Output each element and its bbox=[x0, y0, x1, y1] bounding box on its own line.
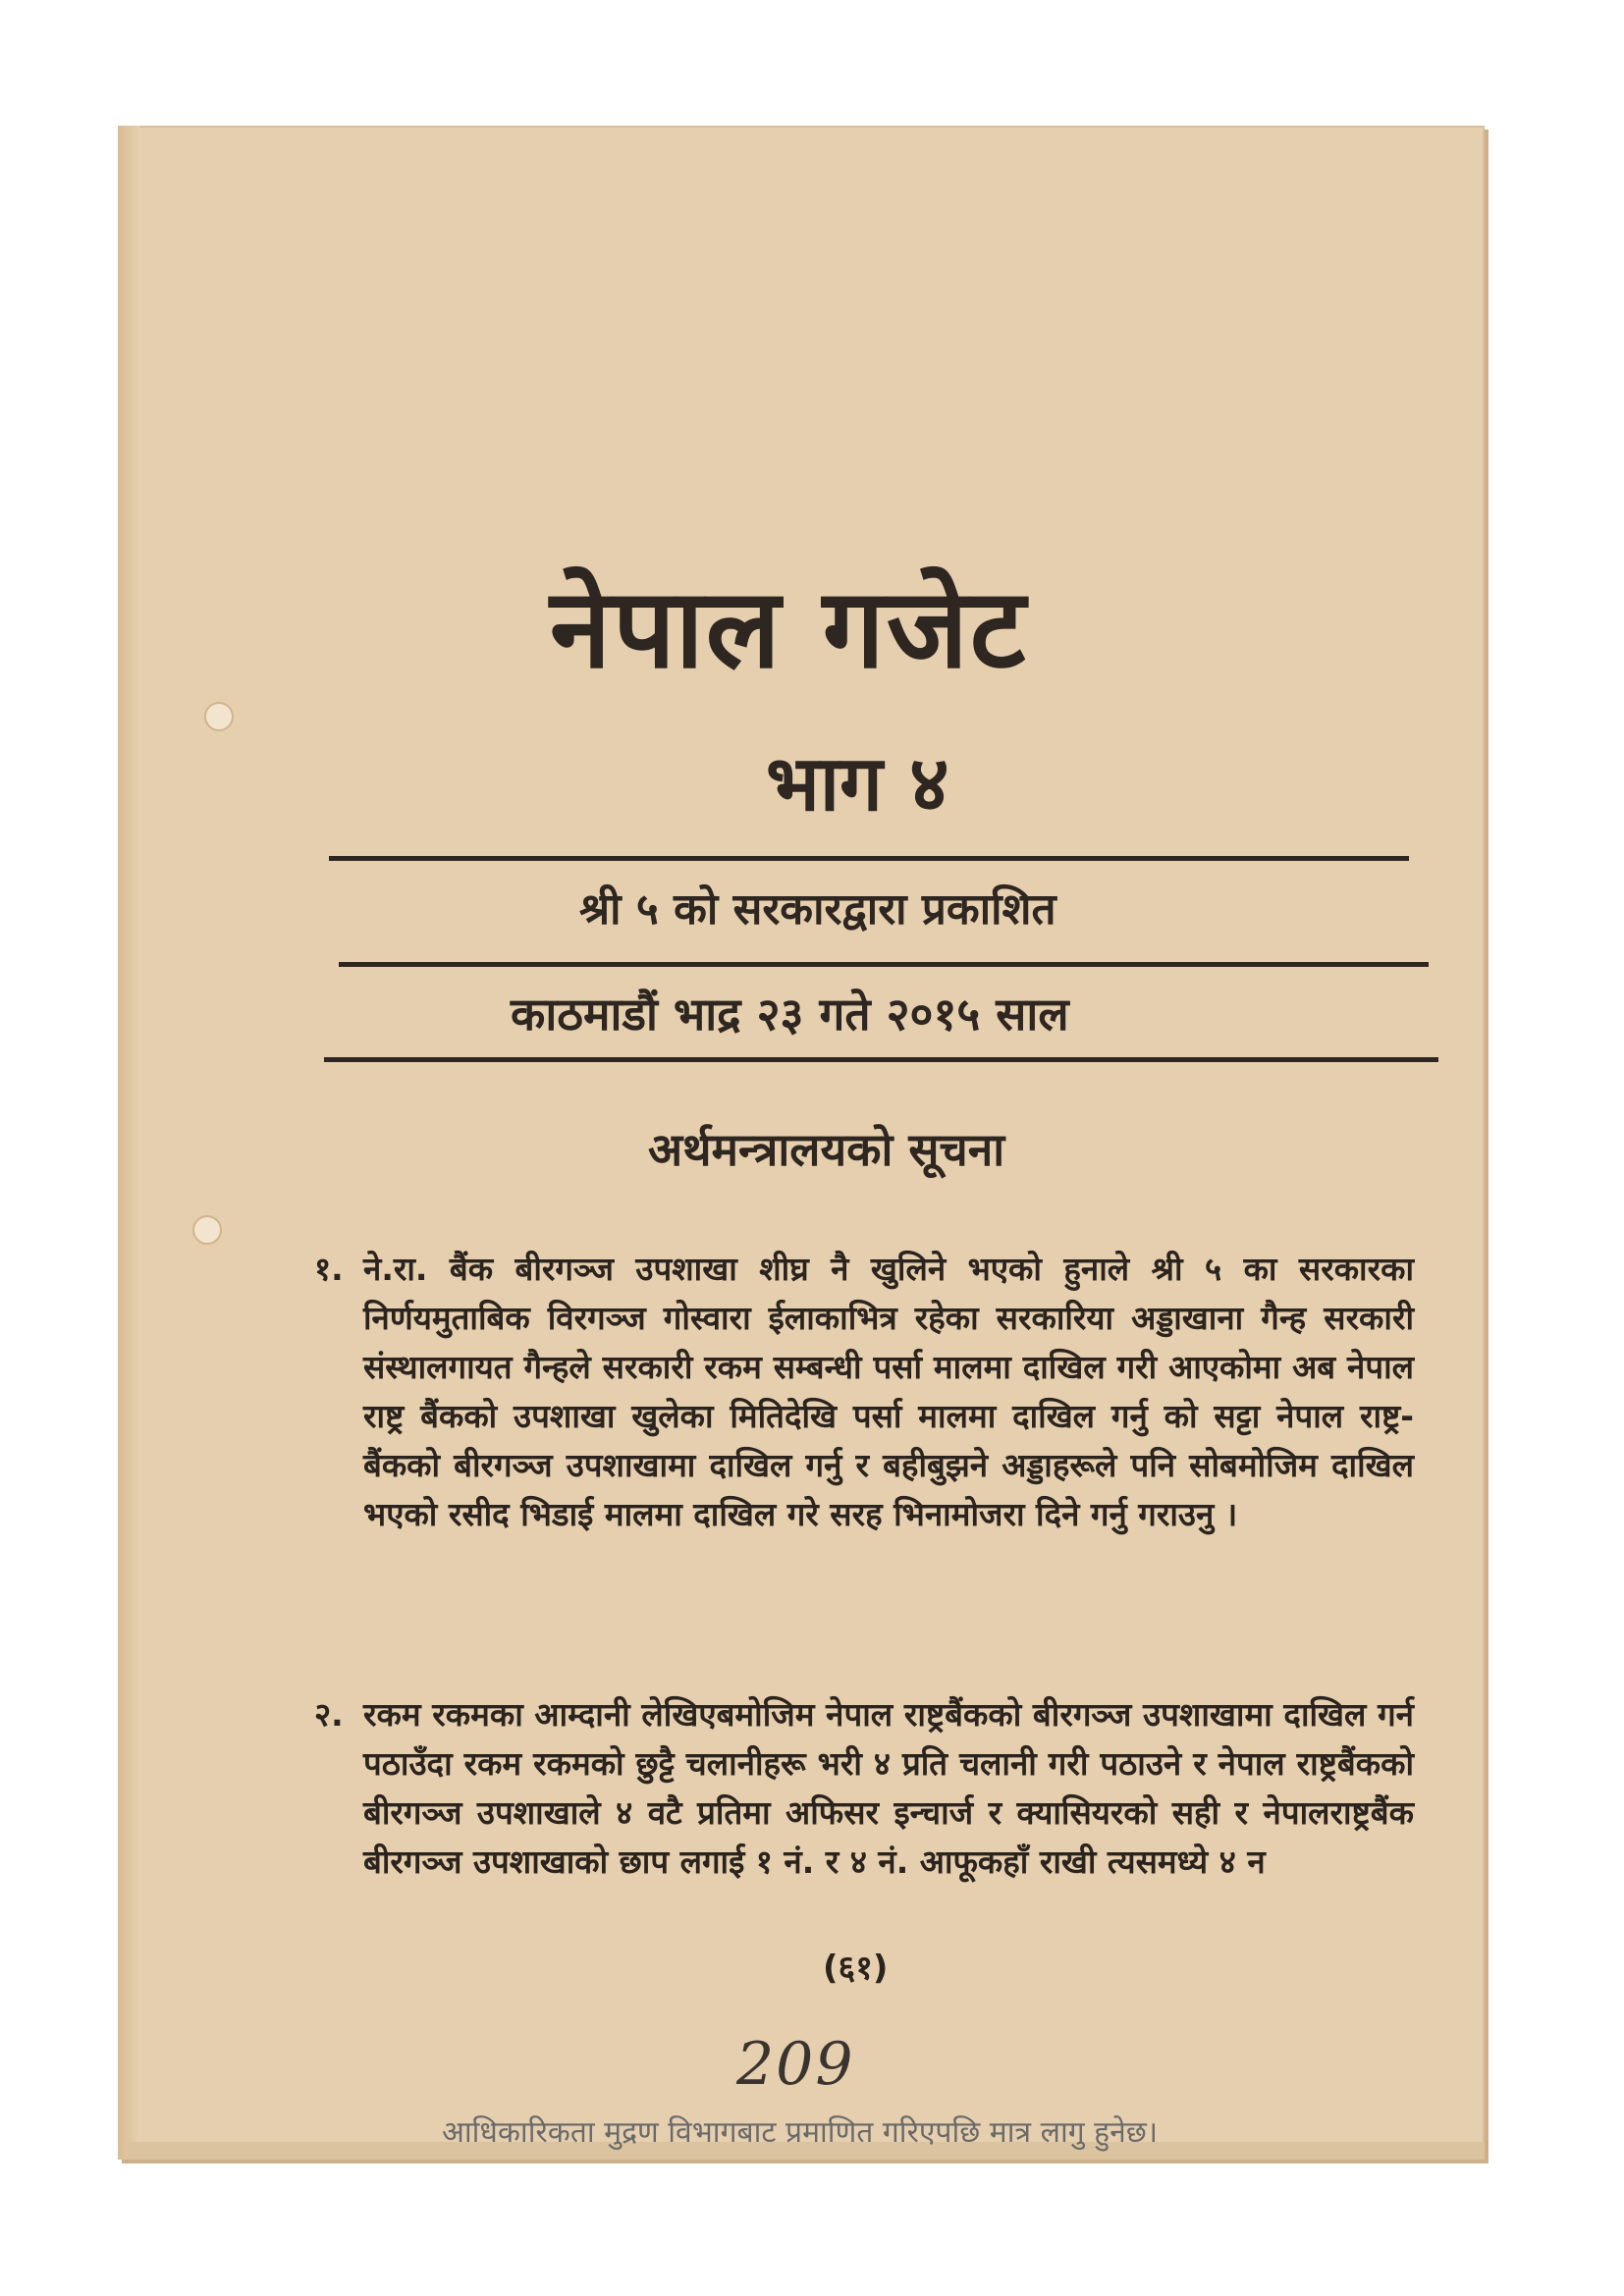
divider-rule bbox=[324, 1057, 1438, 1062]
item-number: २. bbox=[314, 1695, 344, 1734]
item-text: रकम रकमका आम्दानी लेखिएबमोजिम नेपाल राष्ट्रबैंकको बीरगञ्ज उपशाखामा दाखिल गर्न पठाउँदा रकम रकमको छुट्टै चलानीहरू भरी ४ प्रति चलानी गरी पठाउने र नेपाल राष्ट्रबैंकको बीरगञ्ज उपशाखाले ४ वटै प्रतिमा अफिसर इन्चार्ज र क्यासियरको सही र नेपालराष्ट्रबैंक बीरगञ्ज उपशाखाको छाप लगाई १ नं. र ४ नं. आफूकहाँ राखी त्यसमध्ये ४ न bbox=[363, 1695, 1414, 1881]
dateline: काठमाडौं भाद्र २३ गते २०१५ साल bbox=[511, 988, 1069, 1041]
gazette-title: नेपाल गजेट bbox=[550, 565, 1028, 693]
notice-item bbox=[314, 1690, 1414, 1887]
divider-rule bbox=[339, 962, 1429, 967]
punch-hole bbox=[204, 702, 234, 731]
gazette-part: भाग ४ bbox=[766, 740, 949, 828]
punch-hole bbox=[192, 1215, 222, 1245]
handwritten-number: 209 bbox=[736, 2030, 855, 2099]
page-left-edge bbox=[118, 126, 139, 2160]
notice-title: अर्थमन्त्रालयको सूचना bbox=[648, 1123, 1005, 1176]
item-number: १. bbox=[314, 1250, 344, 1288]
divider-rule bbox=[329, 856, 1409, 861]
item-text: ने.रा. बैंक बीरगञ्ज उपशाखा शीघ्र नै खुलिने भएको हुनाले श्री ५ का सरकारका निर्णयमुताबिक विरगञ्ज गोस्वारा ईलाकाभित्र रहेका सरकारिया अड्डाखाना गैन्ह सरकारी संस्थालगायत गैन्हले सरकारी रकम सम्बन्धी पर्सा मालमा दाखिल गरी आएकोमा अब नेपाल राष्ट्र बैंकको उपशाखा खुलेका मितिदेखि पर्सा मालमा दाखिल गर्नु को सट्टा नेपाल राष्ट्र-बैंकको बीरगञ्ज उपशाखामा दाखिल गर्नु र बहीबुझने अड्डाहरूले पनि सोबमोजिम दाखिल भएको रसीद भिडाई मालमा दाखिल गरे सरह भिनामोजरा दिने गर्नु गराउनु । bbox=[363, 1250, 1414, 1533]
publisher-line: श्री ५ को सरकारद्वारा प्रकाशित bbox=[579, 884, 1056, 934]
footer-note: आधिकारिकता मुद्रण विभागबाट प्रमाणित गरिएपछि मात्र लागु हुनेछ। bbox=[442, 2115, 1159, 2150]
notice-item bbox=[314, 1245, 1414, 1539]
page-number: (६१) bbox=[823, 1949, 889, 1988]
